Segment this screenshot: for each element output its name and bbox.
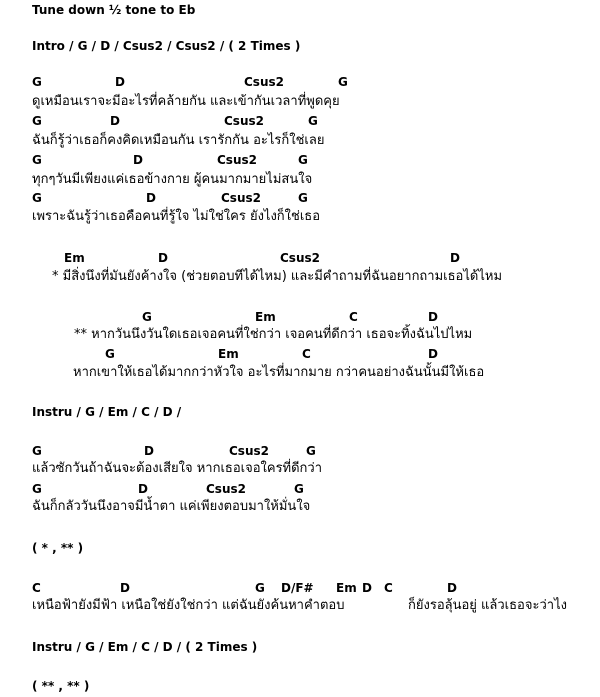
chord: G [306,444,316,458]
lyric-line: เพราะฉันรู้ว่าเธอคือคนที่รู้ใจ ไม่ใช่ใคร ยังไงก็ใช่เธอ [32,209,321,224]
chord: C [349,310,358,324]
chord: Csus2 [280,251,320,265]
chord: G [105,347,115,361]
chord: Em [64,251,85,265]
chord: D [447,581,457,595]
chord: G [32,482,42,496]
chord: Em [255,310,276,324]
instrumental-line: Instru / G / Em / C / D / ( 2 Times ) [32,640,258,654]
chord: D [450,251,460,265]
chord: Em [336,581,357,595]
chord: C [302,347,311,361]
chord: G [32,191,42,205]
chord: D [115,75,125,89]
chord: G [32,75,42,89]
lyric-line: ทุกๆวันมีเพียงแค่เธอข้างกาย ผู้คนมากมายไม่สนใจ [32,172,313,187]
intro-line: Intro / G / D / Csus2 / Csus2 / ( 2 Times ) [32,39,301,53]
chord: D [138,482,148,496]
lyric-line: * มีสิ่งนึงที่มันยังค้างใจ (ช่วยตอบทีได้ไหม) และมีคำถามที่ฉันอยากถามเธอได้ไหม [52,269,503,284]
chord: D [146,191,156,205]
lyric-line: แล้วซักวันถ้าฉันจะต้องเสียใจ หากเธอเจอใครที่ดีกว่า [32,461,323,476]
lyric-line: ฉันก็รู้ว่าเธอก็คงคิดเหมือนกัน เรารักกัน อะไรก็ใช่เลย [32,133,325,148]
chord: G [32,153,42,167]
chord: D [120,581,130,595]
chord: Csus2 [229,444,269,458]
chord: D [144,444,154,458]
lyric-line: ดูเหมือนเราจะมีอะไรที่คล้ายกัน และเข้ากันเวลาที่พูดคุย [32,94,340,109]
chord: D [428,310,438,324]
chord: D/F# [281,581,314,595]
repeat-marker: ( * , ** ) [32,541,84,555]
chord: Csus2 [206,482,246,496]
chord: G [255,581,265,595]
chord: G [298,191,308,205]
chord: G [142,310,152,324]
chord: D [110,114,120,128]
chord: G [32,114,42,128]
chord: Csus2 [224,114,264,128]
tuning-note: Tune down ½ tone to Eb [32,3,196,17]
lyric-line: ฉันก็กลัววันนึงอาจมีน้ำตา แค่เพียงตอบมาให้มั่นใจ [32,499,311,514]
chord: G [308,114,318,128]
chord: Csus2 [221,191,261,205]
chord: C [32,581,41,595]
chord: G [298,153,308,167]
chord: G [294,482,304,496]
chord: Csus2 [217,153,257,167]
lyric-line: ก็ยังรอลุ้นอยู่ แล้วเธอจะว่าไง [408,598,567,613]
chord: G [32,444,42,458]
chord: D [158,251,168,265]
lyric-line: ** หากวันนึงวันใดเธอเจอคนที่ใช่กว่า เจอคนที่ดีกว่า เธอจะทิ้งฉันไปไหม [74,327,473,342]
repeat-marker: ( ** , ** ) [32,679,90,693]
chord: D [362,581,372,595]
chord: Em [218,347,239,361]
chord: C [384,581,393,595]
instrumental-line: Instru / G / Em / C / D / [32,405,182,419]
chord: D [133,153,143,167]
lyric-line: หากเขาให้เธอได้มากกว่าหัวใจ อะไรที่มากมาย กว่าคนอย่างฉันนั้นมีให้เธอ [73,365,485,380]
chord: D [428,347,438,361]
chord: G [338,75,348,89]
chord: Csus2 [244,75,284,89]
lyric-line: เหนือฟ้ายังมีฟ้า เหนือใช่ยังใช่กว่า แต่ฉันยังค้นหาคำตอบ [32,598,345,613]
